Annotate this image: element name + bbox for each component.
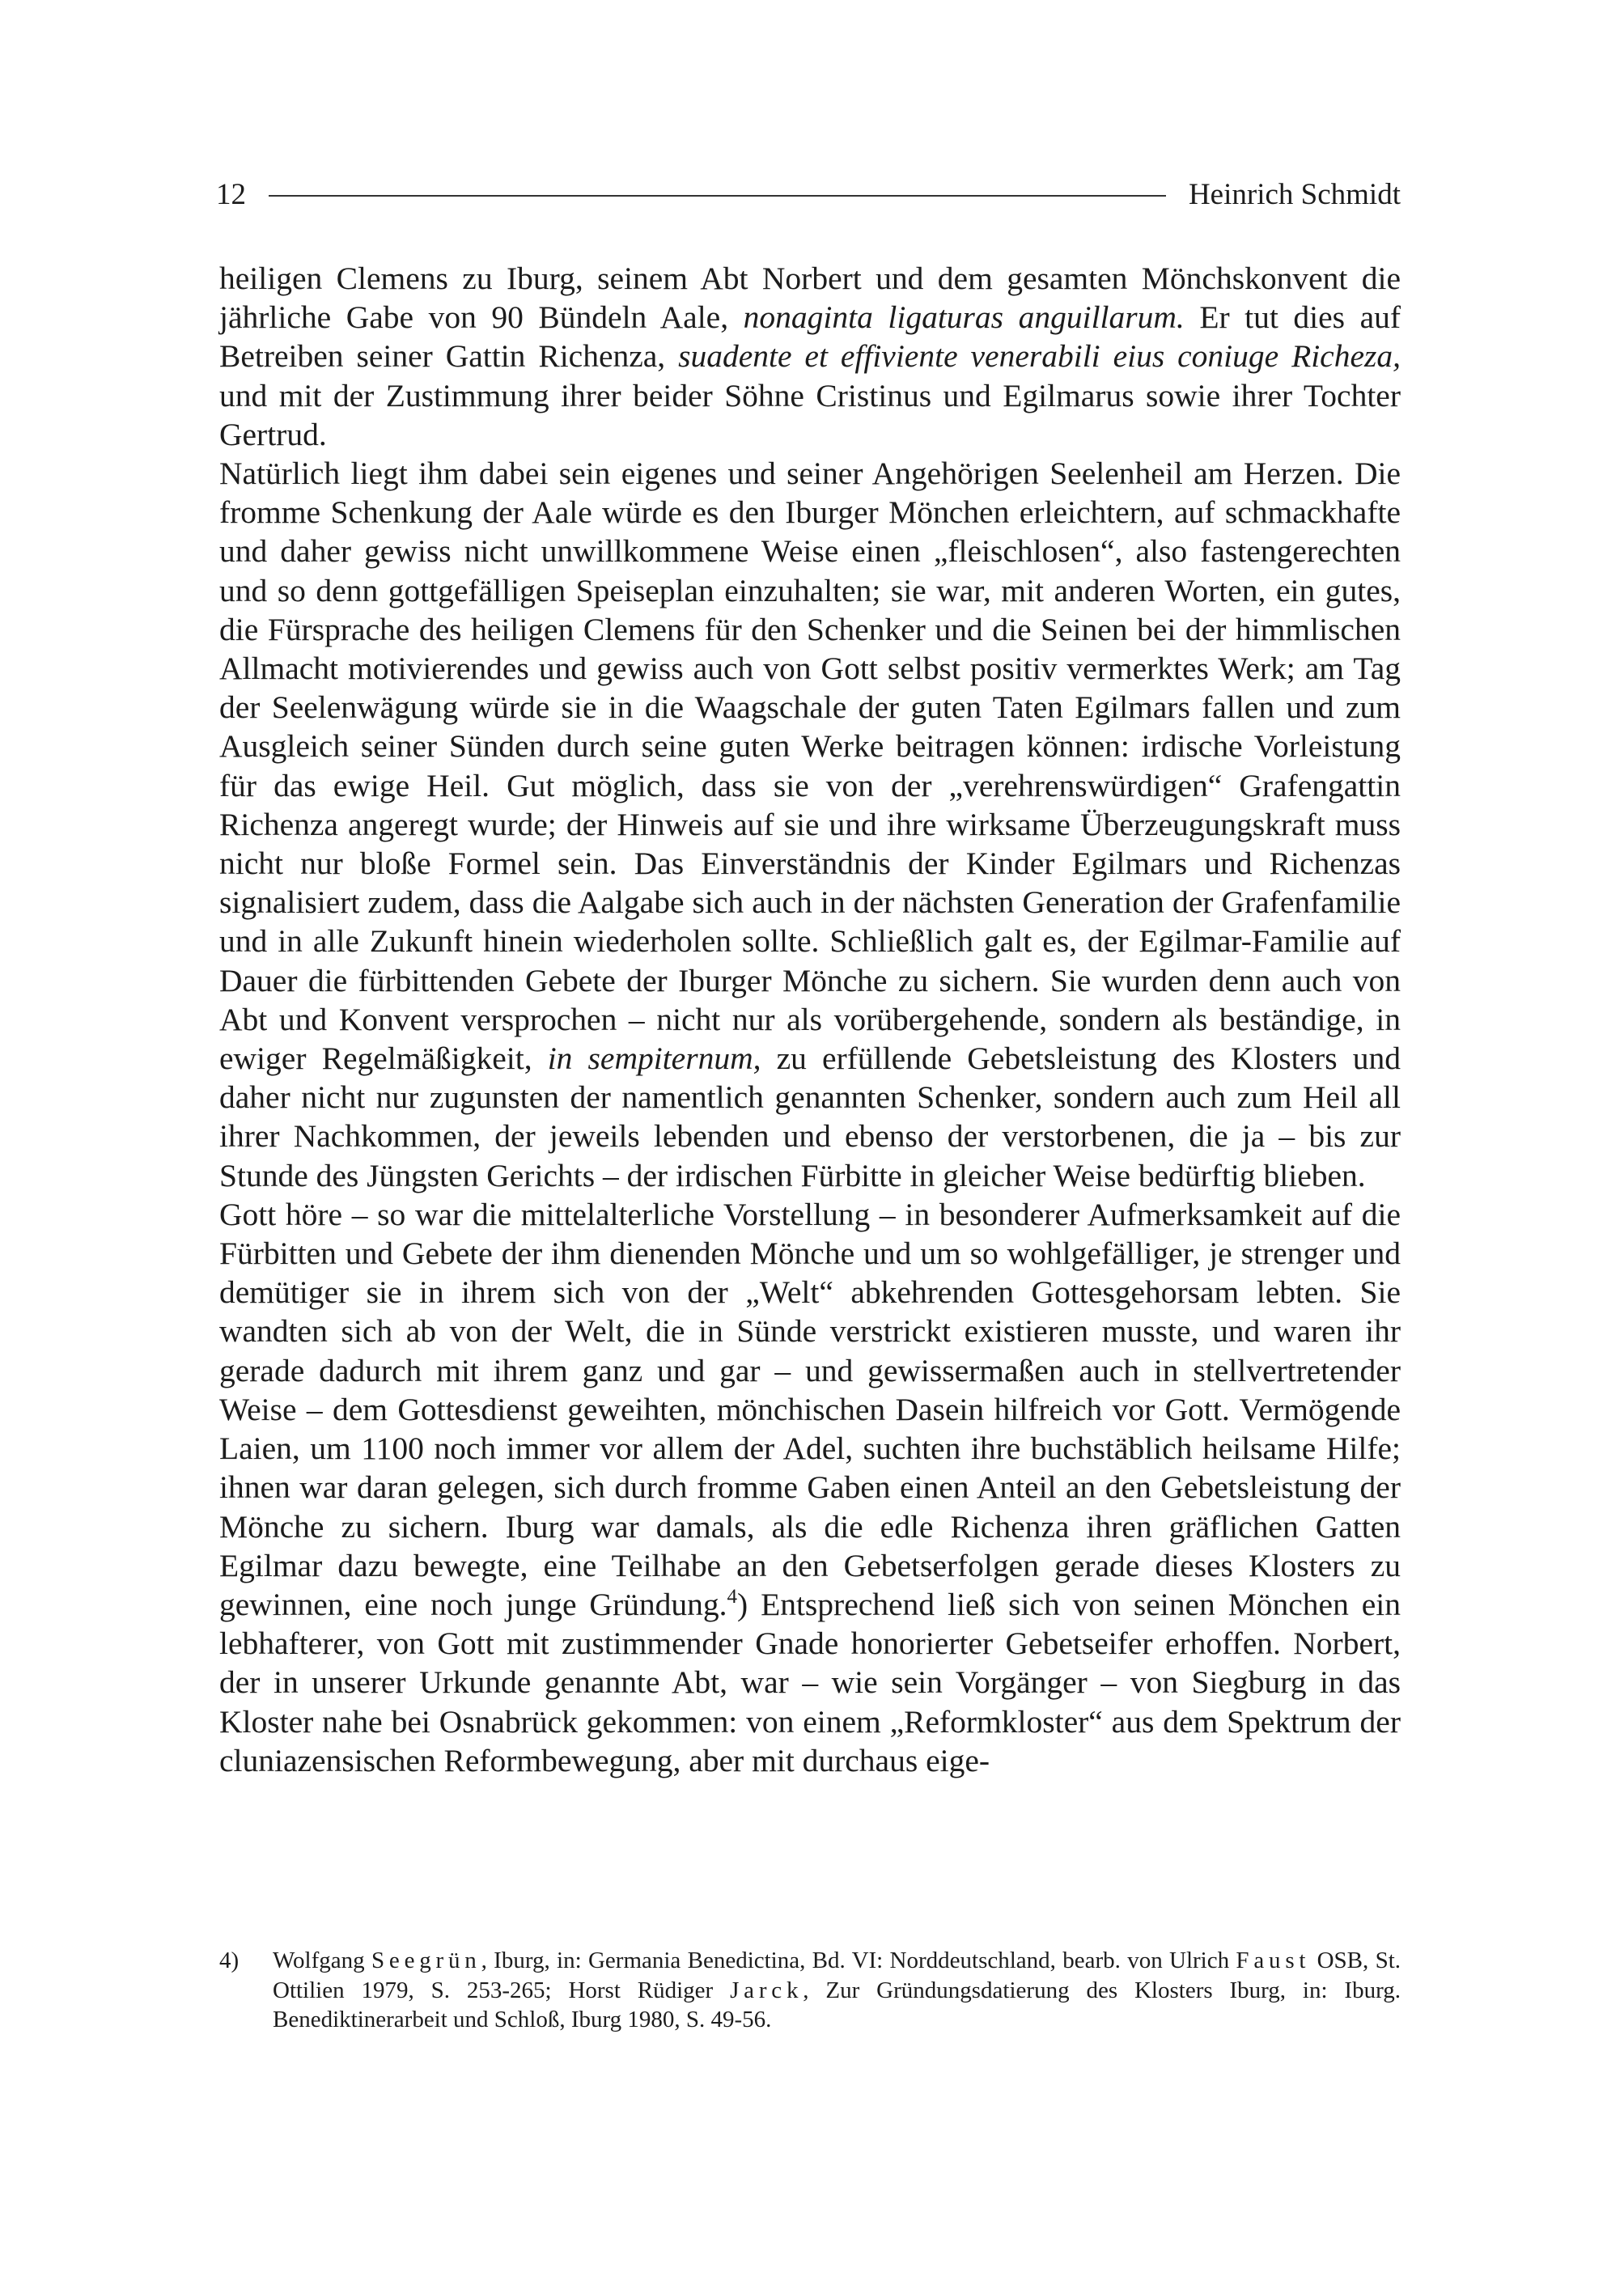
text-run: OSB, St. Ottilien 1979, S. 253-265; Horst Rüdiger	[273, 1948, 1401, 2003]
author-surname: Faust	[1236, 1948, 1311, 1973]
footnote-reference[interactable]: 4	[727, 1585, 737, 1608]
page-number: 12	[216, 177, 246, 211]
text-run: Er tut dies auf Betreiben seiner Gattin Richenza,	[219, 299, 1401, 375]
text-run: , Zur Gründungsdatierung des Klosters Iburg, in: Iburg. Benediktinerarbeit und Schloß, Iburg 1980, S. 49-56.	[273, 1977, 1401, 2032]
footnote-4	[219, 1946, 1401, 2035]
main-text	[219, 259, 1401, 1780]
header-rule	[269, 195, 1166, 197]
author-surname: Jarck	[730, 1977, 804, 2003]
running-head	[216, 170, 1401, 218]
latin-quote: nonaginta ligaturas anguillarum.	[743, 299, 1185, 336]
latin-quote: in sempiternum,	[547, 1041, 761, 1077]
paragraph-1	[219, 259, 1401, 454]
latin-quote: suadente et effiviente venerabili eius coniuge Richeza,	[678, 338, 1401, 375]
text-run: und mit der Zustimmung ihrer beider Söhne Cristinus und Egilmarus sowie ihrer Tochter Gertrud.	[219, 377, 1401, 452]
text-run: heiligen Clemens zu Iburg, seinem Abt Norbert und dem gesamten Mönchskonvent die jährliche Gabe von 90 Bündeln Aale,	[219, 261, 1401, 336]
text-run: Gott höre – so war die mittelalterliche Vorstellung – in besonderer Aufmerksamkeit auf die Fürbitten und Gebete der ihm dienenden Mönche und um so wohlgefälliger, je strenger und demütiger sie in ihrem sich von der „Welt“ abkehrenden Gottesgehorsam lebten. Sie wandten sich ab von der Welt, die in Sünde verstrickt existieren musste, und waren ihr gerade dadurch mit ihrem ganz und gar – und gewissermaßen auch in stellvertretender Weise – dem Gottesdienst geweihten, mönchischen Dasein hilfreich vor Gott. Vermögende Laien, um 1100 noch immer vor allem der Adel, suchten ihre buchstäblich heilsame Hilfe; ihnen war daran gelegen, sich durch fromme Gaben einen Anteil an den Gebetsleistung der Mönche zu sichern. Iburg war damals, als die edle Richenza ihren gräflichen Gatten Egilmar dazu bewegte, eine Teilhabe an den Gebetserfolgen gerade dieses Klosters zu gewinnen, eine noch junge Gründung.	[219, 1196, 1401, 1622]
text-run: Wolfgang	[273, 1948, 371, 1973]
running-head-author: Heinrich Schmidt	[1188, 177, 1401, 211]
paragraph-2	[219, 454, 1401, 1195]
text-run: , Iburg, in: Germania Benedictina, Bd. VI: Norddeutschland, bearb. von Ulrich	[481, 1948, 1236, 1973]
paragraph-3	[219, 1195, 1401, 1780]
footnote-text	[273, 1946, 1401, 2035]
text-run: ) Entsprechend ließ sich von seinen Mönchen ein lebhafterer, von Gott mit zustimmender Gnade honorierter Gebetseifer erhoffen. Norbert, der in unserer Urkunde genannte Abt, war – wie sein Vorgänger – von Siegburg in das Kloster nahe bei Osnabrück gekommen: von einem „Reformkloster“ aus dem Spektrum der cluniazensischen Reformbewegung, aber mit durchaus eige-	[219, 1586, 1401, 1778]
author-surname: Seegrün	[371, 1948, 481, 1973]
footnote-number: 4)	[219, 1948, 240, 1973]
text-run: zu erfüllende Gebetsleistung des Klosters und daher nicht nur zugunsten der namentlich genannten Schenker, sondern auch zum Heil all ihrer Nachkommen, der jeweils lebenden und ebenso der verstorbenen, die ja – bis zur Stunde des Jüngsten Gerichts – der irdischen Fürbitte in gleicher Weise bedürftig blieben.	[219, 1041, 1401, 1193]
text-run: Natürlich liegt ihm dabei sein eigenes und seiner Angehörigen Seelenheil am Herzen. Die fromme Schenkung der Aale würde es den Iburger Mönchen erleichtern, auf schmackhafte und daher gewiss nicht unwillkommene Weise einen „fleischlosen“, also fastengerechten und so denn gottgefälligen Speiseplan einzuhalten; sie war, mit anderen Worten, ein gutes, die Fürsprache des heiligen Clemens für den Schenker und die Seinen bei der himmlischen Allmacht motivierendes und gewiss auch von Gott selbst positiv vermerktes Werk; am Tag der Seelenwägung würde sie in die Waagschale der guten Taten Egilmars fallen und zum Ausgleich seiner Sünden durch seine guten Werke beitragen können: irdische Vorleistung für das ewige Heil. Gut möglich, dass sie von der „verehrenswürdigen“ Grafengattin Richenza angeregt wurde; der Hinweis auf sie und ihre wirksame Überzeugungskraft muss nicht nur bloße Formel sein. Das Einverständnis der Kinder Egilmars und Richenzas signalisiert zudem, dass die Aalgabe sich auch in der nächsten Generation der Grafenfamilie und in alle Zukunft hinein wiederholen sollte. Schließlich galt es, der Egilmar-Familie auf Dauer die fürbittenden Gebete der Iburger Mönche zu sichern. Sie wurden denn auch von Abt und Konvent versprochen – nicht nur als vorübergehende, sondern als beständige, in ewiger Regelmäßigkeit,	[219, 456, 1401, 1077]
